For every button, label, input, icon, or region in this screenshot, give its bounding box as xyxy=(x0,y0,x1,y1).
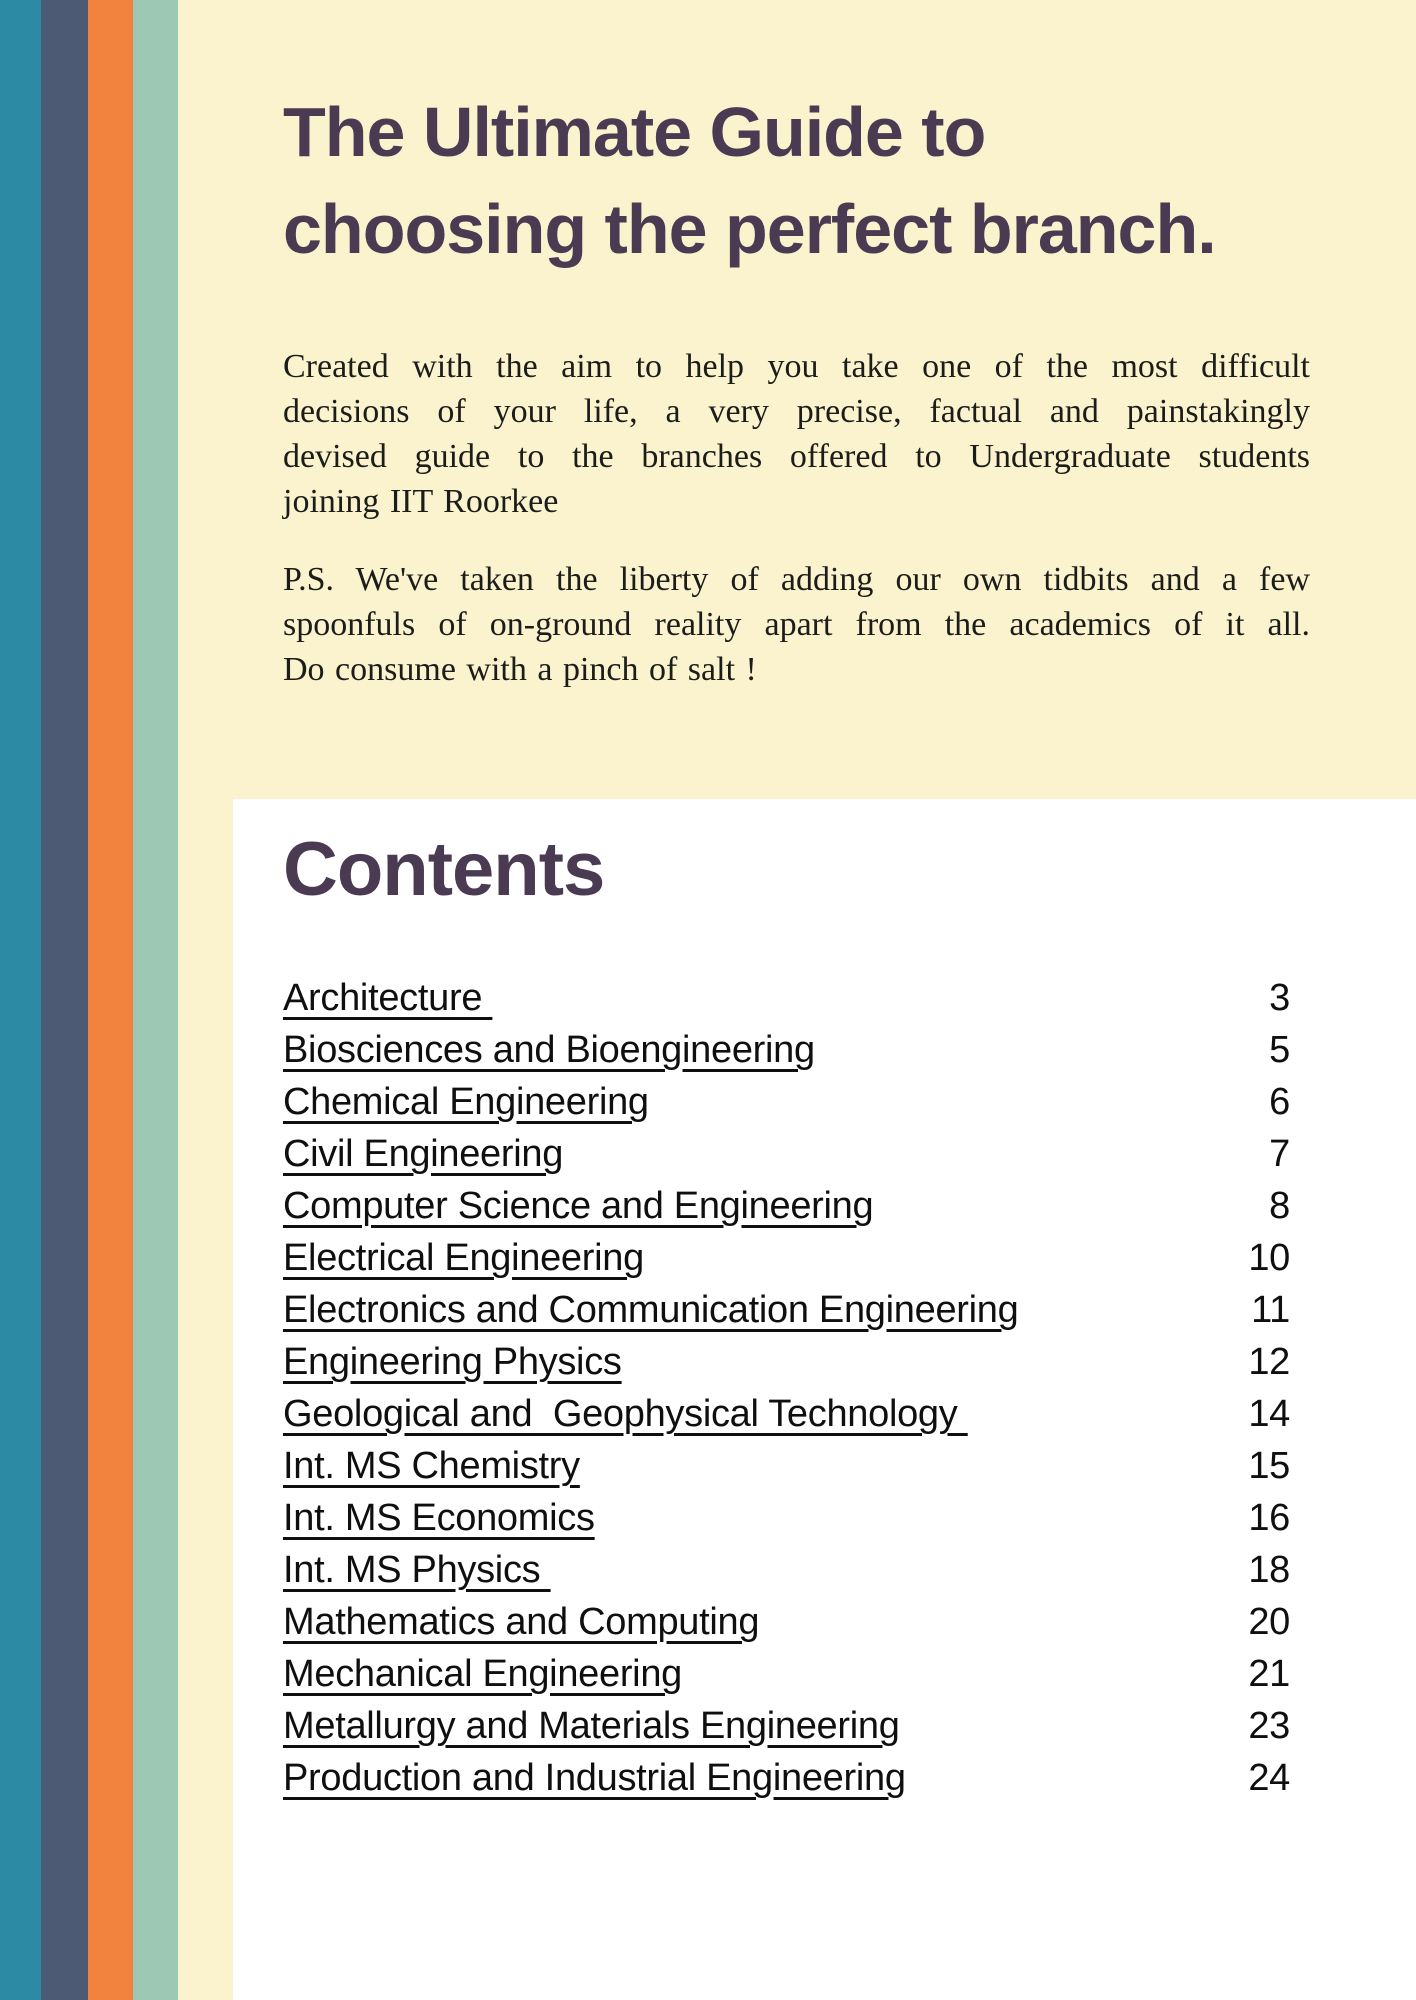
toc-page-number: 24 xyxy=(1248,1757,1290,1799)
toc-entry-link[interactable]: Chemical Engineering xyxy=(283,1081,649,1123)
toc-entry-link[interactable]: Mathematics and Computing xyxy=(283,1601,760,1643)
toc-entry-link[interactable]: Int. MS Economics xyxy=(283,1497,595,1539)
toc-row xyxy=(283,1076,1290,1128)
ps-paragraph-line: Do consume with a pinch of salt ! xyxy=(283,651,757,688)
toc-entry-link[interactable]: Int. MS Chemistry xyxy=(283,1445,580,1487)
ps-paragraph-line: spoonfuls of on-ground reality apart from the academics of it all. xyxy=(283,606,1310,643)
toc-page-number: 21 xyxy=(1248,1653,1290,1695)
page-title-line: choosing the perfect branch. xyxy=(283,190,1216,268)
toc-row xyxy=(283,1752,1290,1804)
toc-row xyxy=(283,1700,1290,1752)
toc-row xyxy=(283,1024,1290,1076)
toc-entry-link[interactable]: Int. MS Physics xyxy=(283,1549,551,1591)
toc-row xyxy=(283,972,1290,1024)
page-title xyxy=(283,84,1383,278)
ps-paragraph-line: P.S. We've taken the liberty of adding our own tidbits and a few xyxy=(283,561,1310,598)
toc-page-number: 11 xyxy=(1251,1289,1290,1331)
toc-page-number: 5 xyxy=(1269,1029,1290,1071)
toc-row xyxy=(283,1180,1290,1232)
intro-paragraph-line: joining IIT Roorkee xyxy=(283,483,559,520)
intro-paragraph xyxy=(283,344,1310,524)
stripe-sage xyxy=(133,0,178,2000)
toc-entry-link[interactable]: Computer Science and Engineering xyxy=(283,1185,874,1227)
toc-row xyxy=(283,1648,1290,1700)
toc-entry-link[interactable]: Production and Industrial Engineering xyxy=(283,1757,906,1799)
toc-row xyxy=(283,1388,1290,1440)
toc-page-number: 23 xyxy=(1248,1705,1290,1747)
contents-heading: Contents xyxy=(283,827,605,912)
toc-entry-link[interactable]: Engineering Physics xyxy=(283,1341,622,1383)
toc-page-number: 8 xyxy=(1269,1185,1290,1227)
intro-paragraph-line: devised guide to the branches offered to Undergraduate students xyxy=(283,438,1310,475)
toc-page-number: 3 xyxy=(1269,977,1290,1019)
table-of-contents xyxy=(283,972,1290,1804)
toc-row xyxy=(283,1596,1290,1648)
stripe-teal xyxy=(0,0,41,2000)
toc-page-number: 15 xyxy=(1248,1445,1290,1487)
toc-row xyxy=(283,1284,1290,1336)
toc-row xyxy=(283,1128,1290,1180)
page-title-line: The Ultimate Guide to xyxy=(283,93,986,171)
intro-paragraph-line: Created with the aim to help you take one of the most difficult xyxy=(283,348,1310,385)
toc-entry-link[interactable]: Geological and Geophysical Technology xyxy=(283,1393,968,1435)
ps-paragraph xyxy=(283,557,1310,692)
toc-page-number: 10 xyxy=(1248,1237,1290,1279)
toc-page-number: 12 xyxy=(1248,1341,1290,1383)
toc-page-number: 18 xyxy=(1248,1549,1290,1591)
toc-row xyxy=(283,1544,1290,1596)
intro-paragraph-line: decisions of your life, a very precise, factual and painstakingly xyxy=(283,393,1310,430)
toc-entry-link[interactable]: Electronics and Communication Engineering xyxy=(283,1289,1019,1331)
toc-page-number: 20 xyxy=(1248,1601,1290,1643)
toc-entry-link[interactable]: Electrical Engineering xyxy=(283,1237,644,1279)
toc-page-number: 7 xyxy=(1269,1133,1290,1175)
toc-entry-link[interactable]: Civil Engineering xyxy=(283,1133,564,1175)
toc-row xyxy=(283,1336,1290,1388)
toc-entry-link[interactable]: Metallurgy and Materials Engineering xyxy=(283,1705,900,1747)
toc-row xyxy=(283,1440,1290,1492)
stripe-orange xyxy=(88,0,133,2000)
toc-row xyxy=(283,1492,1290,1544)
toc-entry-link[interactable]: Biosciences and Bioengineering xyxy=(283,1029,815,1071)
toc-page-number: 14 xyxy=(1248,1393,1290,1435)
toc-entry-link[interactable]: Architecture xyxy=(283,977,493,1019)
toc-page-number: 6 xyxy=(1269,1081,1290,1123)
stripe-slate xyxy=(41,0,88,2000)
toc-page-number: 16 xyxy=(1248,1497,1290,1539)
toc-entry-link[interactable]: Mechanical Engineering xyxy=(283,1653,682,1695)
toc-row xyxy=(283,1232,1290,1284)
